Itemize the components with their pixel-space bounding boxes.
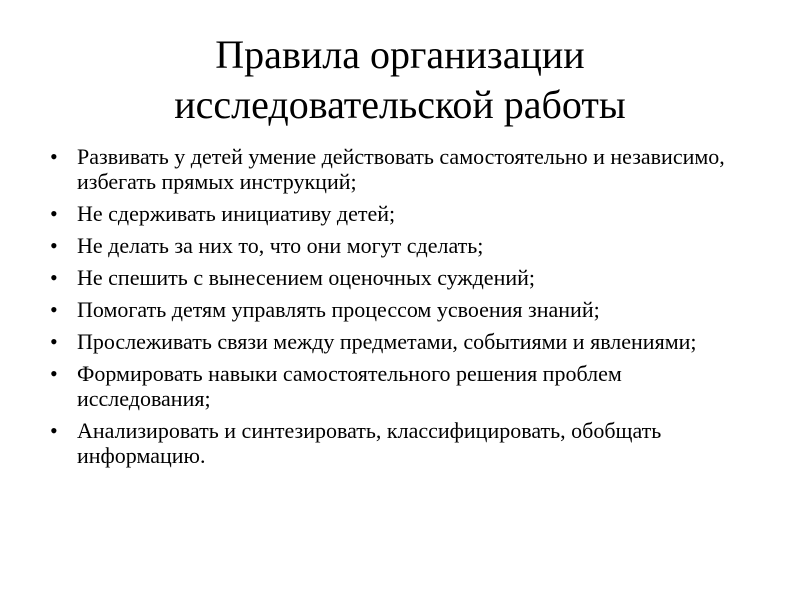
bullet-dot-icon: • xyxy=(50,265,58,290)
bullet-item xyxy=(40,418,760,468)
bullet-text: Прослеживать связи между предметами, событиями и явлениями; xyxy=(77,329,697,354)
slide-title xyxy=(40,30,760,130)
bullet-item xyxy=(40,329,760,354)
bullet-text: Помогать детям управлять процессом усвоения знаний; xyxy=(77,297,600,322)
bullet-item xyxy=(40,201,760,226)
bullet-text: Не спешить с вынесением оценочных суждений; xyxy=(77,265,536,290)
bullet-list xyxy=(40,144,760,475)
bullet-dot-icon: • xyxy=(50,361,58,386)
bullet-item xyxy=(40,144,760,194)
bullet-text: Формировать навыки самостоятельного решения проблем исследования; xyxy=(77,361,622,411)
bullet-dot-icon: • xyxy=(50,418,58,443)
bullet-item xyxy=(40,265,760,290)
bullet-text: Анализировать и синтезировать, классифицировать, обобщать информацию. xyxy=(77,418,662,468)
slide-title-line-1: Правила организации xyxy=(215,32,585,77)
bullet-dot-icon: • xyxy=(50,201,58,226)
bullet-text: Не сдерживать инициативу детей; xyxy=(77,201,396,226)
bullet-item xyxy=(40,233,760,258)
slide-title-line-2: исследовательской работы xyxy=(174,82,626,127)
bullet-dot-icon: • xyxy=(50,233,58,258)
bullet-text: Не делать за них то, что они могут сделать; xyxy=(77,233,484,258)
bullet-item xyxy=(40,297,760,322)
bullet-item xyxy=(40,361,760,411)
bullet-text: Развивать у детей умение действовать самостоятельно и независимо, избегать прямых инструкций; xyxy=(77,144,725,194)
bullet-dot-icon: • xyxy=(50,144,58,169)
bullet-dot-icon: • xyxy=(50,297,58,322)
bullet-dot-icon: • xyxy=(50,329,58,354)
